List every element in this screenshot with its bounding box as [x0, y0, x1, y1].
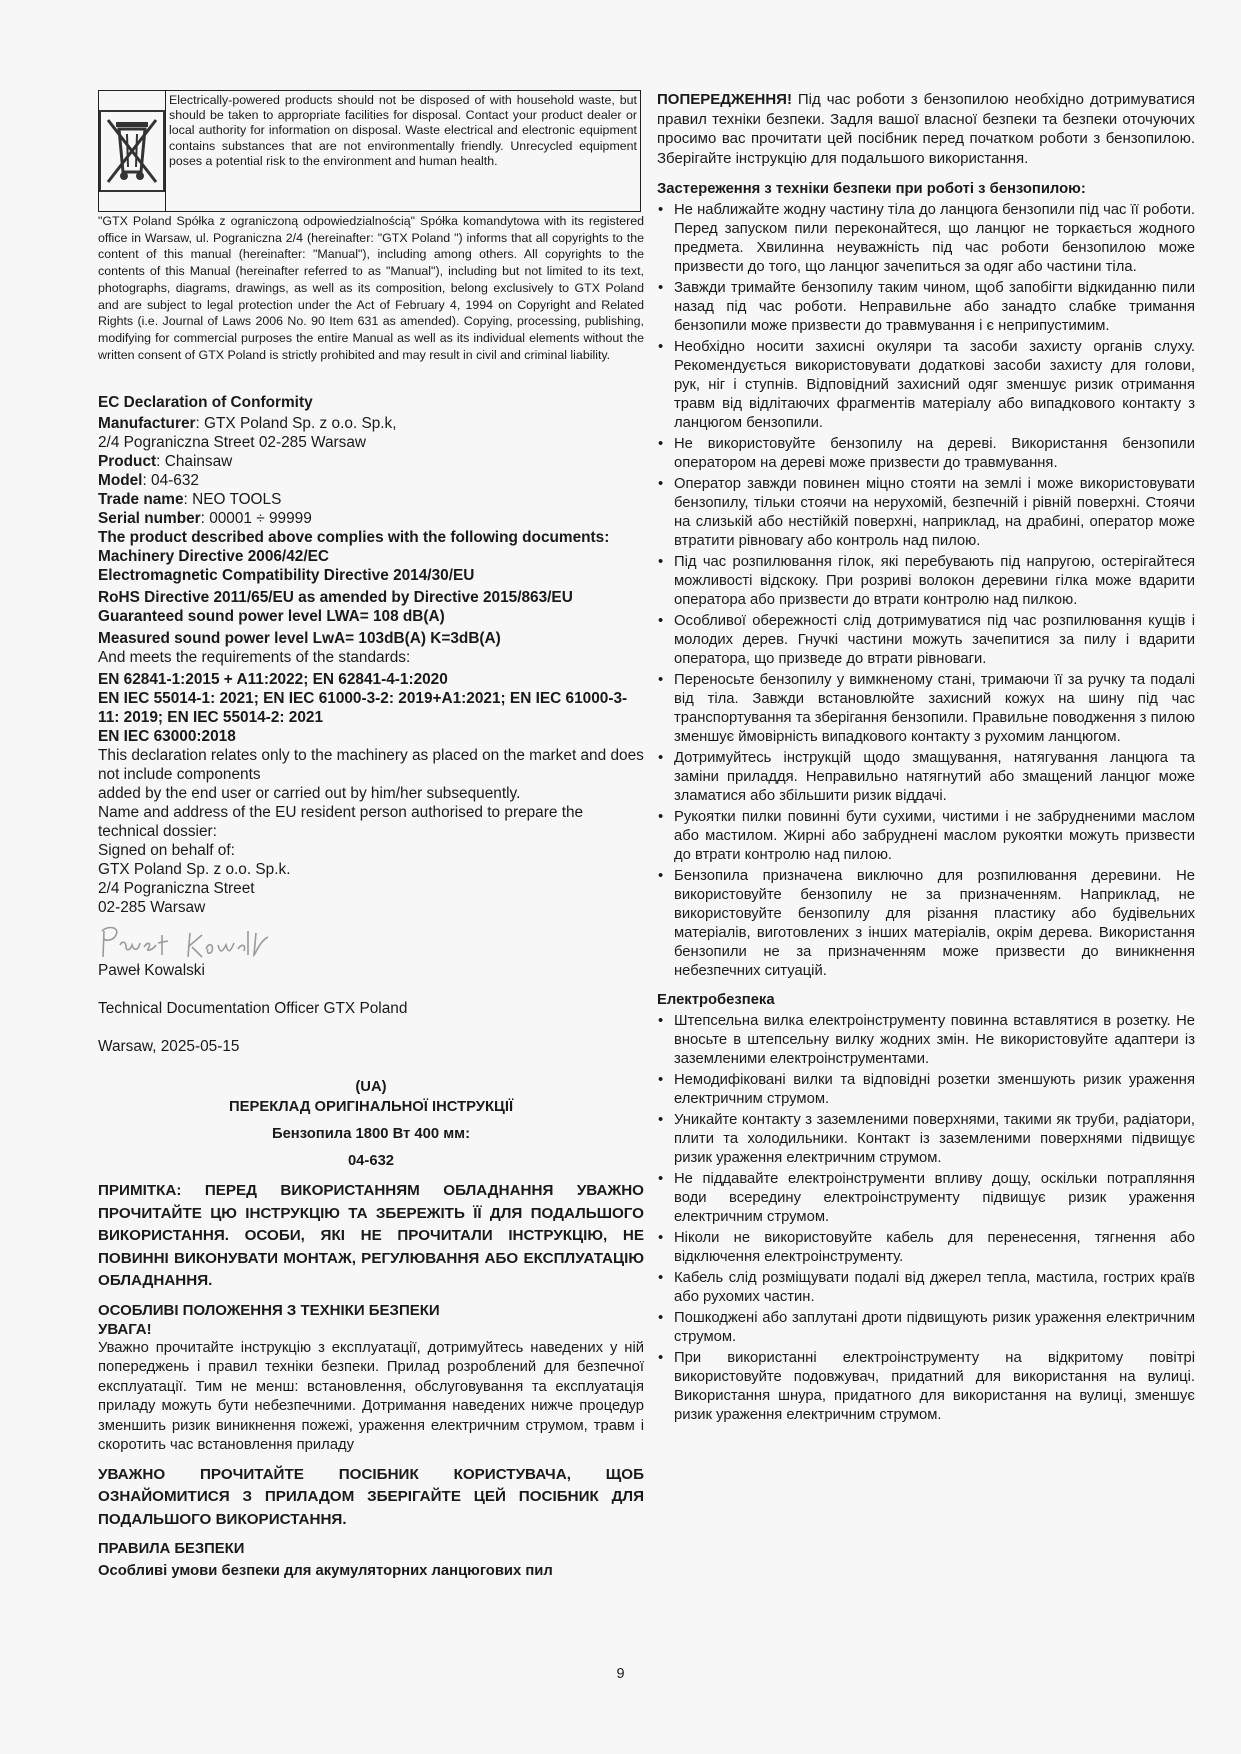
page-number: 9 [616, 1666, 625, 1682]
electro-list [657, 1012, 1195, 1425]
ec-model: Model: 04-632 [98, 472, 199, 490]
ec-standard: EN 62841-1:2015 + A11:2022; EN 62841-4-1:2020 [98, 671, 448, 689]
list-item: • Штепсельна вилка електроінструменту повинна вставлятися в розетку. Не вносьте в штепсельну вилку жодних змін. Не використовуйте адаптери із заземленими електроінструментами. [657, 1012, 1195, 1069]
list-item: • Ніколи не використовуйте кабель для перенесення, тягнення або відключення електроінструменту. [657, 1229, 1195, 1267]
ec-serial-number: Serial number: 00001 ÷ 99999 [98, 510, 312, 528]
list-item: • Бензопила призначена виключно для розпилювання деревини. Не використовуйте бензопилу не за призначенням. Наприклад, не використовуйте бензопилу для різання пластику або будівельних матеріалів, виготовлених з інших матеріалів, окрім дерева. Використання бензопили не за призначенням може призвести до виникнення небезпечних ситуацій. [657, 867, 1195, 981]
ec-declaration [98, 393, 644, 1056]
list-item: • Необхідно носити захисні окуляри та засоби захисту органів слуху. Рекомендується використовувати додаткові засоби захисту для голови, рук, ніг і ступнів. Відповідний захисний одяг зменшує ризик отримання травм від відлітаючих фрагментів матеріалу або випадкового контакту з ланцюгом бензопили. [657, 338, 1195, 433]
list-item: • Не наближайте жодну частину тіла до ланцюга бензопили під час її роботи. Перед запуском пили переконайтеся, що ланцюг не торкається жодного предмета. Хвилинна неуважність під час роботи бензопилою може призвести до того, що ланцюг зачепиться за одяг або частини тіла. [657, 201, 1195, 277]
ec-name-address: Name and address of the EU resident person authorised to prepare the technical dossier: [98, 804, 584, 841]
list-item: • Особливої обережності слід дотримуватися під час розпилювання кущів і молодих дерев. Гнучкі частини можуть зачепитися за пилу і вдарити оператора, що призведе до втрати рівноваги. [657, 612, 1195, 669]
ec-directive: Measured sound power level LwA= 103dB(A) K=3dB(A) [98, 630, 501, 648]
list-item: • Переносьте бензопилу у вимкненому стані, тримаючи її за ручку та подалі від тіла. Завжди встановлюйте захисний кожух на шину під час транспортування та зберігання бензопили. Правильне поводження з пилою зменшує ймовірність випадкового контакту з рухомим ланцюгом. [657, 671, 1195, 747]
ua-rules-heading: ПРАВИЛА БЕЗПЕКИ [98, 1541, 245, 1558]
ua-read-manual: УВАЖНО ПРОЧИТАЙТЕ ПОСІБНИК КОРИСТУВАЧА, ЩОБ ОЗНАЙОМИТИСЯ З ПРИЛАДОМ ЗБЕРІГАЙТЕ ЦЕЙ ПОСІБНИК ДЛЯ ПОДАЛЬШОГО ВИКОРИСТАННЯ. [98, 1465, 644, 1528]
ec-meets: And meets the requirements of the standards: [98, 649, 411, 667]
ec-standard: EN IEC 63000:2018 [98, 728, 236, 746]
ua-attention: УВАГА! [98, 1320, 152, 1338]
ec-signatory-title: Technical Documentation Officer GTX Poland [98, 1000, 408, 1018]
list-item: • Немодифіковані вилки та відповідні розетки зменшують ризик ураження електричним струмом. [657, 1071, 1195, 1109]
ec-directive: Guaranteed sound power level LWA= 108 dB(A) [98, 608, 445, 626]
ua-attention-text: Уважно прочитайте інструкцію з експлуатації, дотримуйтесь наведених у ній попереджень і правил техніки безпеки. Прилад розроблений для безпечної експлуатації. Тим не менш: встановлення, обслуговування та експлуатація приладу можуть бути небезпечними. Дотримання наведених нижче процедур зменшить ризик виникнення пожежі, ураження електричним струмом, травм і скоротить час встановлення приладу [98, 1339, 644, 1454]
ua-model: 04-632 [347, 1153, 395, 1170]
ua-rules-sub: Особливі умови безпеки для акумуляторних ланцюгових пил [98, 1563, 553, 1580]
ua-note: ПРИМІТКА: ПЕРЕД ВИКОРИСТАННЯМ ОБЛАДНАННЯ УВАЖНО ПРОЧИТАЙТЕ ЦЮ ІНСТРУКЦІЮ ТА ЗБЕРЕЖІТЬ ЇЇ ДЛЯ ПОДАЛЬШОГО ВИКОРИСТАННЯ. ОСОБИ, ЯКІ НЕ ПРОЧИТАЛИ ІНСТРУКЦІЮ, НЕ ПОВИННІ ВИКОНУВАТИ МОНТАЖ, РЕГУЛЮВАННЯ АБО ЕКСПЛУАТАЦІЮ ОБЛАДНАННЯ. [98, 1182, 644, 1290]
ec-product: Product: Chainsaw [98, 453, 233, 471]
list-item: • Дотримуйтесь інструкцій щодо змащування, натягування ланцюга та заміни приладдя. Неправильно натягнутий або змащений ланцюг може зламатися або збільшити ризик віддачі. [657, 749, 1195, 806]
ec-signed-city: 02-285 Warsaw [98, 899, 206, 917]
ec-signed-street: 2/4 Pograniczna Street [98, 880, 255, 898]
list-item: • Рукоятки пилки повинні бути сухими, чистими і не забрудненими маслом або мастилом. Жирні або забруднені маслом рукоятки можуть призвести до втрати контролю над пилою. [657, 808, 1195, 865]
list-item: • Завжди тримайте бензопилу таким чином, щоб запобігти відкиданню пили назад під час роботи. Неправильне або занадто слабке тримання бензопили може призвести до травмування і є неприпустимим. [657, 279, 1195, 336]
weee-notice-box [98, 90, 641, 212]
weee-notice-text: Electrically-powered products should not be disposed of with household waste, but should be taken to appropriate facilities for disposal. Contact your product dealer or local authority for information on disposal. Waste electrical and electronic equipment contains substances that are not environmentally friendly. Unrecycled equipment poses a potential risk to the environment and human health. [169, 93, 637, 168]
ec-place-date: Warsaw, 2025-05-15 [98, 1038, 240, 1056]
ua-translation-title: ПЕРЕКЛАД ОРИГІНАЛЬНОЇ ІНСТРУКЦІЇ [228, 1099, 514, 1116]
ec-signed-company: GTX Poland Sp. z o.o. Sp.k. [98, 861, 291, 879]
electro-heading: Електробезпека [657, 992, 775, 1008]
ec-signed: Signed on behalf of: [98, 842, 235, 860]
list-item: • Не використовуйте бензопилу на дереві. Використання бензопили оператором на дереві може призвести до травмування. [657, 435, 1195, 473]
crossed-bin-icon [99, 91, 166, 211]
ua-product-line: Бензопила 1800 Вт 400 мм: [271, 1126, 471, 1143]
ec-complies: The product described above complies with the following documents: [98, 529, 610, 547]
ua-special-heading: ОСОБЛИВІ ПОЛОЖЕННЯ З ТЕХНІКИ БЕЗПЕКИ [98, 1301, 440, 1319]
ec-signatory: Paweł Kowalski [98, 962, 205, 980]
ua-special-section [98, 1301, 644, 1456]
right-column [657, 90, 1195, 1427]
warning-paragraph: ПОПЕРЕДЖЕННЯ! Під час роботи з бензопилою необхідно дотримуватися правил техніки безпеки. Задля вашої власної безпеки та безпеки оточуючих просимо вас прочитати цей посібник перед початком роботи з бензопилою. Зберігайте інструкцію для подальшого використання. [657, 91, 1195, 167]
ua-header [98, 1078, 644, 1172]
list-item: • Пошкоджені або заплутані дроти підвищують ризик ураження електричним струмом. [657, 1309, 1195, 1347]
left-column [98, 90, 644, 1581]
ec-standard: EN IEC 55014-1: 2021; EN IEC 61000-3-2: 2019+A1:2021; EN IEC 61000-3-11: 2019; EN IEC 55014-2: 2021 [98, 690, 628, 727]
ec-directive: Electromagnetic Compatibility Directive 2014/30/EU [98, 567, 475, 585]
ec-manufacturer-address: 2/4 Pograniczna Street 02-285 Warsaw [98, 434, 367, 452]
ec-relates: This declaration relates only to the machinery as placed on the market and does not include components [98, 747, 644, 784]
list-item: • Кабель слід розміщувати подалі від джерел тепла, мастила, гострих країв або рухомих частин. [657, 1269, 1195, 1307]
ec-directive: Machinery Directive 2006/42/EC [98, 548, 329, 566]
list-item: • Оператор завжди повинен міцно стояти на землі і може використовувати бензопилу, тільки стоячи на нерухомій, безпечній і рівній поверхні. Стоячи на слизькій або нестійкій поверхні, наприклад, на драбині, оператор може втратити рівновагу або контроль над пилою. [657, 475, 1195, 551]
ec-directive: RoHS Directive 2011/65/EU as amended by Directive 2015/863/EU [98, 589, 573, 607]
ec-manufacturer: Manufacturer: GTX Poland Sp. z o.o. Sp.k, [98, 415, 397, 433]
list-item: • Не піддавайте електроінструменти впливу дощу, оскільки потрапляння води всередину електроінструменту підвищує ризик ураження електричним струмом. [657, 1170, 1195, 1227]
list-item: • Уникайте контакту з заземленими поверхнями, такими як труби, радіатори, плити та холодильники. Контакт із заземленими поверхнями підвищує ризик ураження електричним струмом. [657, 1111, 1195, 1168]
list-item: • При використанні електроінструменту на відкритому повітрі використовуйте подовжувач, придатний для використання на вулиці. Використання шнура, придатного для використання на вулиці, зменшує ризик ураження електричним струмом. [657, 1349, 1195, 1425]
ua-lang: (UA) [355, 1079, 387, 1096]
list-item: • Під час розпилювання гілок, які перебувають під напругою, остерігайтеся можливості відскоку. При розриві волокон деревини гілка може вдарити оператора або призвести до втрати контролю над пилкою. [657, 553, 1195, 610]
ec-title: EC Declaration of Conformity [98, 394, 313, 412]
safety-list [657, 201, 1195, 981]
safety-heading: Застереження з техніки безпеки при роботі з бензопилою: [657, 181, 1086, 197]
signature-image [98, 921, 644, 961]
ec-trade-name: Trade name: NEO TOOLS [98, 491, 282, 509]
copyright-notice: "GTX Poland Spółka z ograniczoną odpowiedzialnością" Spółka komandytowa with its registered office in Warsaw, ul. Pograniczna 2/4 (hereinafter: "GTX Poland ") informs that all copyrights to the content of this manual (hereinafter: "Manual"), including among others. All copyrights to the contents of this Manual (hereinafter referred to as "Manual"), including but not limited to its text, photographs, diagrams, drawings, as well as its composition, belong exclusively to GTX Poland and are subject to legal protection under the Act of February 4, 1994 on Copyright and Related Rights (i.e. Journal of Laws 2006 No. 90 Item 631 as amended). Copying, processing, publishing, modifying for commercial purposes the entire Manual as well as its individual elements without the written consent of GTX Poland is strictly prohibited and may result in civil and criminal liability. [98, 214, 644, 362]
ec-added: added by the end user or carried out by him/her subsequently. [98, 785, 521, 803]
